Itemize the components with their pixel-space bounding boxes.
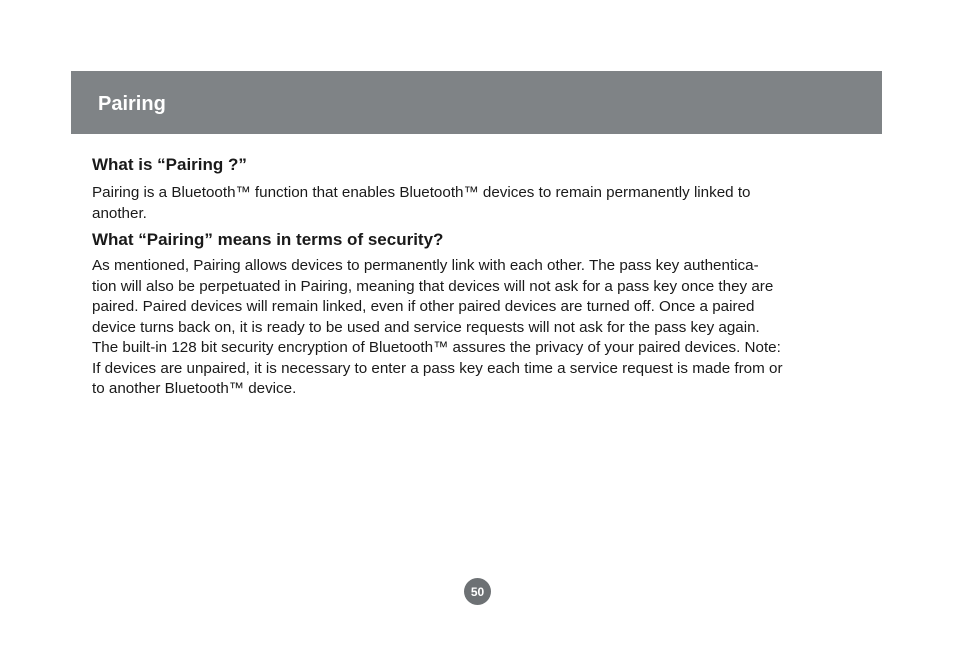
section-heading-what-is-pairing: What is “Pairing ?” <box>92 155 247 174</box>
page-number-badge: 50 <box>464 578 491 605</box>
text-line: Pairing is a Bluetooth™ function that enables Bluetooth™ devices to remain permanently linked to <box>92 184 751 201</box>
text-line: another. <box>92 204 147 222</box>
paragraph-what-is-pairing <box>92 183 862 224</box>
main-content <box>92 154 862 400</box>
text-line: tion will also be perpetuated in Pairing, meaning that devices will not ask for a pass key once they are <box>92 277 774 295</box>
text-line: device turns back on, it is ready to be used and service requests will not ask for the pass key again. <box>92 318 760 336</box>
text-line: The built-in 128 bit security encryption of Bluetooth™ assures the privacy of your paired devices. Note: <box>92 339 781 356</box>
text-line: As mentioned, Pairing allows devices to permanently link with each other. The pass key authentica- <box>92 257 759 274</box>
section-header-band <box>71 71 882 134</box>
text-line: If devices are unpaired, it is necessary to enter a pass key each time a service request is made from or <box>92 359 783 377</box>
text-line: paired. Paired devices will remain linked, even if other paired devices are turned off. Once a paired <box>92 298 755 315</box>
section-heading-security: What “Pairing” means in terms of security? <box>92 230 444 249</box>
paragraph-security <box>92 256 862 400</box>
text-line: to another Bluetooth™ device. <box>92 380 297 397</box>
page-title: Pairing <box>98 93 166 115</box>
